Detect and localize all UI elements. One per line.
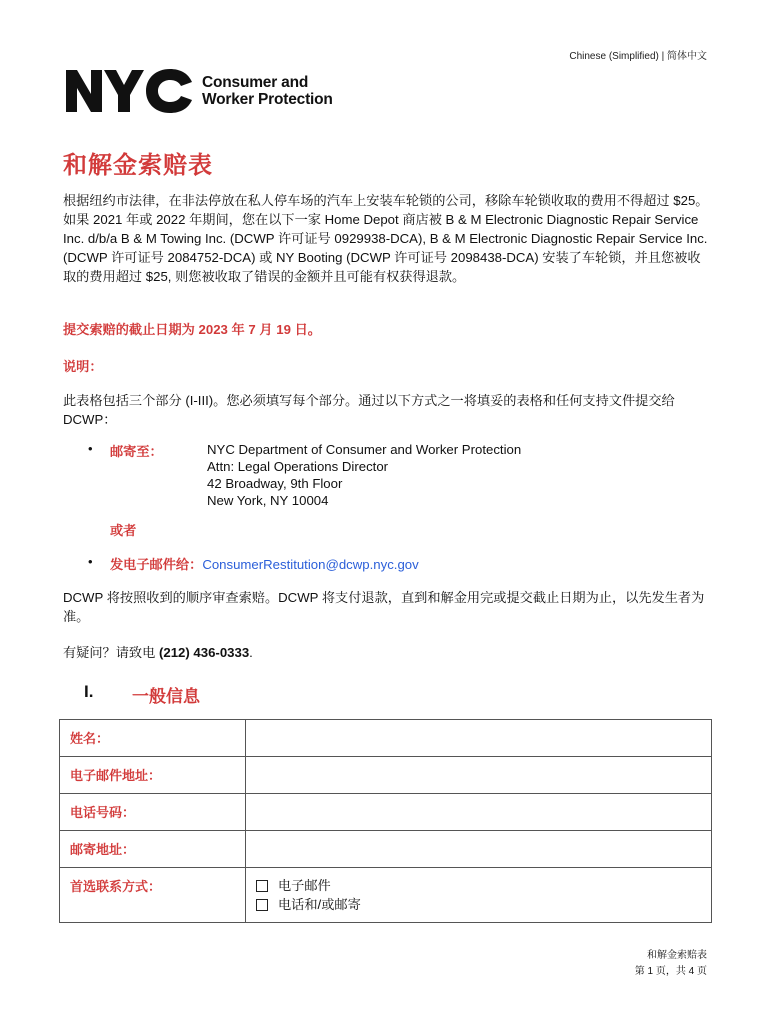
contact-option-email[interactable] (254, 876, 703, 895)
phone-number: (212) 436-0333 (158, 645, 250, 660)
instructions-text: 此表格包括三个部分 (I-III)。您必须填写每个部分。通过以下方式之一将填妥的表格和任何支持文件提交给 DCWP： (63, 393, 675, 427)
contact-option-phone-mail[interactable] (254, 895, 703, 914)
question-prefix: 有疑问？请致电 (63, 645, 159, 660)
mailing-address-label: 邮寄地址： (60, 831, 246, 868)
table-row (60, 757, 712, 794)
intro-paragraph: 根据纽约市法律，在非法停放在私人停车场的汽车上安装车轮锁的公司，移除车轮锁收取的费用不得超过 $25。如果 2021 年或 2022 年期间，您在以下一家 Home Depot 商店被 B & M Electronic Diagnostic Repair Service Inc. d/b/a B & M Towing Inc. (DCWP 许可证号 0929938-DCA), B & M Electronic Diagnostic Repair Service Inc. (DCWP 许可证号 2084752-DCA) 或 NY Booting (DCWP 许可证号 2098438-DCA) 安装了车轮锁，并且您被收取的费用超过 $25, 则您被收取了错误的金额并且可能有权获得退款。 (63, 193, 709, 284)
name-label: 姓名： (60, 720, 246, 757)
contact-option-label: 电话和/或邮寄 (278, 897, 361, 912)
email-link[interactable]: ConsumerRestitution@dcwp.nyc.gov (202, 557, 419, 572)
or-separator: 或者 (110, 523, 137, 538)
question-suffix: . (249, 645, 253, 660)
table-row (60, 794, 712, 831)
page-footer (635, 948, 707, 980)
name-field[interactable] (246, 720, 712, 757)
address-line: Attn: Legal Operations Director (207, 459, 389, 474)
logo-line-2: Worker Protection (202, 91, 333, 108)
contact-method-options (246, 868, 712, 923)
mailing-address-field[interactable] (246, 831, 712, 868)
bullet-mail: • (88, 441, 93, 456)
table-row (60, 831, 712, 868)
nyc-logo-mark (64, 68, 194, 114)
address-line: 42 Broadway, 9th Floor (207, 476, 343, 491)
email-line (110, 554, 419, 573)
mailing-address (207, 441, 521, 509)
process-paragraph: DCWP 将按照收到的顺序审查索赔。DCWP 将支付退款，直到和解金用完或提交截止日期为止，以先发生者为准。 (63, 590, 705, 624)
checkbox-icon[interactable] (256, 899, 268, 911)
contact-method-label: 首选联系方式： (60, 868, 246, 923)
deadline-notice: 提交索赔的截止日期为 2023 年 7 月 19 日。 (63, 322, 321, 337)
section-title: 一般信息 (132, 687, 200, 706)
email-address-label: 电子邮件地址： (60, 757, 246, 794)
language-label: Chinese (Simplified) | 简体中文 (569, 51, 707, 62)
address-line: New York, NY 10004 (207, 493, 329, 508)
bullet-email: • (88, 554, 93, 569)
contact-option-label: 电子邮件 (278, 878, 331, 893)
address-line: NYC Department of Consumer and Worker Protection (207, 442, 522, 457)
page-title: 和解金索赔表 (63, 152, 213, 179)
footer-page-number: 第 1 页，共 4 页 (634, 966, 707, 977)
general-info-table (59, 719, 712, 923)
logo-text (202, 74, 333, 108)
phone-field[interactable] (246, 794, 712, 831)
question-line (63, 642, 253, 661)
email-label: 发电子邮件给： (110, 557, 203, 572)
section-number: I. (84, 682, 94, 701)
phone-label: 电话号码： (60, 794, 246, 831)
mail-label: 邮寄至： (110, 444, 163, 459)
instructions-heading: 说明： (63, 359, 103, 374)
checkbox-icon[interactable] (256, 880, 268, 892)
table-row (60, 720, 712, 757)
logo-line-1: Consumer and (202, 74, 309, 91)
table-row (60, 868, 712, 923)
footer-title: 和解金索赔表 (647, 950, 707, 961)
nyc-logo (64, 68, 333, 114)
email-address-field[interactable] (246, 757, 712, 794)
